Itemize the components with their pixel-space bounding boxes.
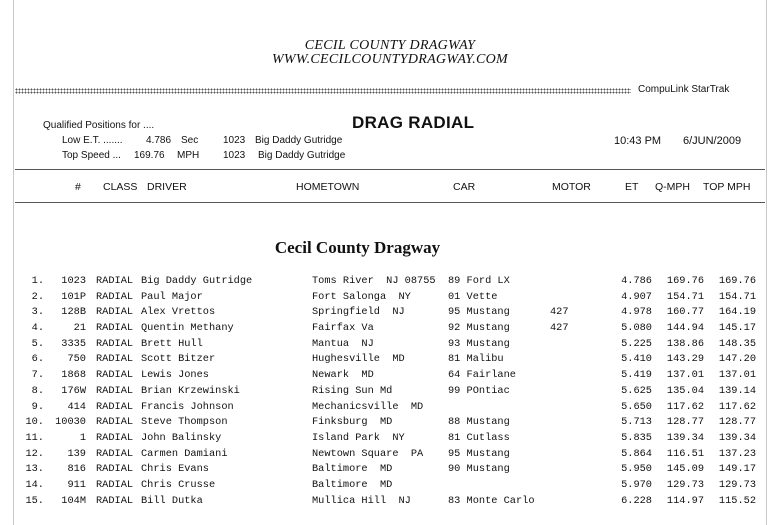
cell-car: 64 Fairlane (448, 369, 516, 382)
col-qmph: Q-MPH (655, 181, 690, 193)
cell-num: 816 (67, 463, 86, 476)
cell-hometown: Baltimore MD (312, 478, 393, 491)
col-class: CLASS (103, 181, 138, 193)
cell-hometown: Island Park NY (312, 431, 405, 444)
cell-num: 911 (67, 478, 86, 491)
cell-et: 5.419 (621, 369, 652, 382)
cell-cls: RADIAL (96, 478, 134, 491)
cell-num: 750 (67, 353, 86, 366)
cell-hometown: Newark MD (312, 369, 374, 382)
cell-qmph: 169.76 (666, 275, 704, 287)
cell-pos: 6. (31, 353, 44, 366)
report-date: 6/JUN/2009 (683, 135, 742, 147)
table-row (0, 275, 780, 291)
cell-car: 95 Mustang (448, 306, 510, 319)
table-row (0, 291, 780, 307)
cell-topmph: 164.19 (718, 306, 756, 319)
cell-et: 5.225 (621, 337, 652, 350)
cell-topmph: 129.73 (718, 478, 756, 491)
cell-driver: Alex Vrettos (141, 306, 216, 319)
cell-pos: 7. (31, 369, 44, 382)
top-speed-value: 169.76 (134, 150, 165, 161)
cell-num: 3335 (61, 337, 86, 350)
cell-et: 5.650 (621, 400, 652, 413)
cell-driver: Quentin Methany (141, 322, 234, 335)
cell-car: 95 Mustang (448, 447, 510, 460)
cell-pos: 3. (31, 306, 44, 319)
cell-car: 81 Cutlass (448, 431, 510, 444)
top-speed-driver: Big Daddy Gutridge (258, 150, 346, 161)
cell-driver: Bill Dutka (141, 494, 203, 507)
dotted-separator (15, 88, 631, 94)
table-row (0, 495, 780, 511)
cell-qmph: 143.29 (666, 353, 704, 366)
cell-qmph: 137.01 (666, 369, 704, 382)
cell-num: 1023 (61, 275, 86, 287)
cell-pos: 1. (31, 275, 44, 287)
low-et-value: 4.786 (146, 135, 172, 146)
cell-pos: 11. (25, 431, 44, 444)
cell-cls: RADIAL (96, 416, 134, 429)
cell-topmph: 147.20 (718, 353, 756, 366)
top-speed-car: 1023 (223, 150, 246, 161)
cell-hometown: Mantua NJ (312, 337, 374, 350)
cell-hometown: Fort Salonga NY (312, 290, 411, 303)
cell-topmph: 169.76 (718, 275, 756, 287)
cell-hometown: Newtown Square PA (312, 447, 424, 460)
cell-hometown: Rising Sun Md (312, 384, 393, 397)
track-title: CECIL COUNTY DRAGWAY (304, 38, 476, 53)
cell-topmph: 137.01 (718, 369, 756, 382)
cell-hometown: Springfield NJ (312, 306, 405, 319)
cell-cls: RADIAL (96, 275, 134, 287)
cell-driver: Paul Major (141, 290, 203, 303)
cell-cls: RADIAL (96, 369, 134, 382)
cell-qmph: 154.71 (666, 290, 704, 303)
cell-car: 89 Ford LX (448, 275, 510, 287)
cell-car: 90 Mustang (448, 463, 510, 476)
cell-et: 5.970 (621, 478, 652, 491)
cell-hometown: Finksburg MD (312, 416, 393, 429)
cell-num: 10030 (55, 416, 86, 429)
cell-topmph: 145.17 (718, 322, 756, 335)
cell-driver: John Balinsky (141, 431, 222, 444)
table-row (0, 416, 780, 432)
table-row (0, 306, 780, 322)
cell-pos: 8. (31, 384, 44, 397)
cell-driver: Francis Johnson (141, 400, 234, 413)
cell-hometown: Mechanicsville MD (312, 400, 424, 413)
cell-topmph: 139.34 (718, 431, 756, 444)
cell-qmph: 128.77 (666, 416, 704, 429)
cell-pos: 14. (25, 478, 44, 491)
cell-qmph: 160.77 (666, 306, 704, 319)
cell-cls: RADIAL (96, 447, 134, 460)
cell-qmph: 116.51 (666, 447, 704, 460)
cell-qmph: 117.62 (666, 400, 704, 413)
cell-car: 01 Vette (448, 290, 498, 303)
cell-et: 4.907 (621, 290, 652, 303)
cell-num: 128B (61, 306, 86, 319)
cell-cls: RADIAL (96, 290, 134, 303)
cell-topmph: 137.23 (718, 447, 756, 460)
col-motor: MOTOR (552, 181, 591, 193)
cell-et: 5.950 (621, 463, 652, 476)
cell-cls: RADIAL (96, 322, 134, 335)
cell-et: 5.625 (621, 384, 652, 397)
cell-driver: Brian Krzewinski (141, 384, 240, 397)
top-speed-label: Top Speed ... (62, 150, 121, 161)
header-rule-bottom (15, 202, 765, 203)
cell-et: 4.978 (621, 306, 652, 319)
low-et-label: Low E.T. ....... (62, 135, 123, 146)
col-driver: DRIVER (147, 181, 187, 193)
low-et-driver: Big Daddy Gutridge (255, 135, 343, 146)
cell-hometown: Baltimore MD (312, 463, 393, 476)
cell-hometown: Toms River NJ 08755 (312, 275, 436, 287)
table-row (0, 479, 780, 495)
cell-driver: Chris Crusse (141, 478, 216, 491)
table-row (0, 463, 780, 479)
event-name: DRAG RADIAL (352, 113, 475, 132)
low-et-unit: Sec (181, 135, 199, 146)
cell-num: 104M (61, 494, 86, 507)
cell-pos: 10. (25, 416, 44, 429)
cell-topmph: 154.71 (718, 290, 756, 303)
track-url: WWW.CECILCOUNTYDRAGWAY.COM (271, 52, 509, 67)
cell-motor: 427 (550, 322, 569, 335)
top-speed-unit: MPH (177, 150, 200, 161)
cell-qmph: 129.73 (666, 478, 704, 491)
cell-et: 6.228 (621, 494, 652, 507)
cell-num: 1 (79, 431, 86, 444)
cell-driver: Carmen Damiani (141, 447, 228, 460)
cell-topmph: 139.14 (718, 384, 756, 397)
cell-driver: Big Daddy Gutridge (141, 275, 253, 287)
cell-topmph: 148.35 (718, 337, 756, 350)
table-row (0, 448, 780, 464)
cell-cls: RADIAL (96, 494, 134, 507)
cell-driver: Lewis Jones (141, 369, 209, 382)
cell-num: 101P (61, 290, 86, 303)
cell-qmph: 114.97 (666, 494, 704, 507)
cell-topmph: 117.62 (718, 400, 756, 413)
cell-cls: RADIAL (96, 353, 134, 366)
qualified-label: Qualified Positions for .... (43, 120, 155, 131)
cell-et: 5.713 (621, 416, 652, 429)
cell-pos: 5. (31, 337, 44, 350)
cell-car: 93 Mustang (448, 337, 510, 350)
cell-pos: 2. (31, 290, 44, 303)
cell-qmph: 138.86 (666, 337, 704, 350)
results-table (0, 275, 780, 510)
cell-motor: 427 (550, 306, 569, 319)
table-row (0, 401, 780, 417)
cell-cls: RADIAL (96, 384, 134, 397)
report-time: 10:43 PM (614, 135, 662, 147)
col-et: ET (625, 181, 639, 193)
header-rule-top (15, 169, 765, 170)
cell-num: 414 (67, 400, 86, 413)
table-row (0, 322, 780, 338)
cell-pos: 4. (31, 322, 44, 335)
cell-driver: Scott Bitzer (141, 353, 216, 366)
cell-hometown: Mullica Hill NJ (312, 494, 411, 507)
low-et-car: 1023 (223, 135, 246, 146)
cell-car: 81 Malibu (448, 353, 504, 366)
cell-cls: RADIAL (96, 400, 134, 413)
cell-driver: Brett Hull (141, 337, 203, 350)
cell-hometown: Fairfax Va (312, 322, 374, 335)
cell-qmph: 144.94 (666, 322, 704, 335)
cell-topmph: 128.77 (718, 416, 756, 429)
cell-num: 176W (61, 384, 86, 397)
cell-cls: RADIAL (96, 306, 134, 319)
cell-pos: 15. (25, 494, 44, 507)
table-row (0, 385, 780, 401)
cell-driver: Steve Thompson (141, 416, 228, 429)
cell-cls: RADIAL (96, 431, 134, 444)
cell-qmph: 139.34 (666, 431, 704, 444)
cell-pos: 13. (25, 463, 44, 476)
cell-car: 99 POntiac (448, 384, 510, 397)
cell-num: 139 (67, 447, 86, 460)
cell-topmph: 115.52 (718, 494, 756, 507)
cell-et: 5.864 (621, 447, 652, 460)
table-row (0, 432, 780, 448)
cell-car: 83 Monte Carlo (448, 494, 535, 507)
cell-car: 88 Mustang (448, 416, 510, 429)
cell-driver: Chris Evans (141, 463, 209, 476)
cell-num: 1868 (61, 369, 86, 382)
cell-car: 92 Mustang (448, 322, 510, 335)
table-row (0, 353, 780, 369)
cell-et: 4.786 (621, 275, 652, 287)
cell-qmph: 135.04 (666, 384, 704, 397)
cell-pos: 12. (25, 447, 44, 460)
section-title: Cecil County Dragway (274, 238, 441, 257)
table-row (0, 369, 780, 385)
col-num: # (75, 181, 81, 193)
cell-hometown: Hughesville MD (312, 353, 405, 366)
cell-cls: RADIAL (96, 463, 134, 476)
col-hometown: HOMETOWN (296, 181, 360, 193)
col-car: CAR (453, 181, 476, 193)
cell-et: 5.835 (621, 431, 652, 444)
software-name: CompuLink StarTrak (638, 84, 730, 95)
cell-cls: RADIAL (96, 337, 134, 350)
table-row (0, 338, 780, 354)
cell-qmph: 145.09 (666, 463, 704, 476)
cell-num: 21 (73, 322, 86, 335)
col-topmph: TOP MPH (703, 181, 751, 193)
cell-et: 5.410 (621, 353, 652, 366)
cell-pos: 9. (31, 400, 44, 413)
cell-et: 5.080 (621, 322, 652, 335)
cell-topmph: 149.17 (718, 463, 756, 476)
